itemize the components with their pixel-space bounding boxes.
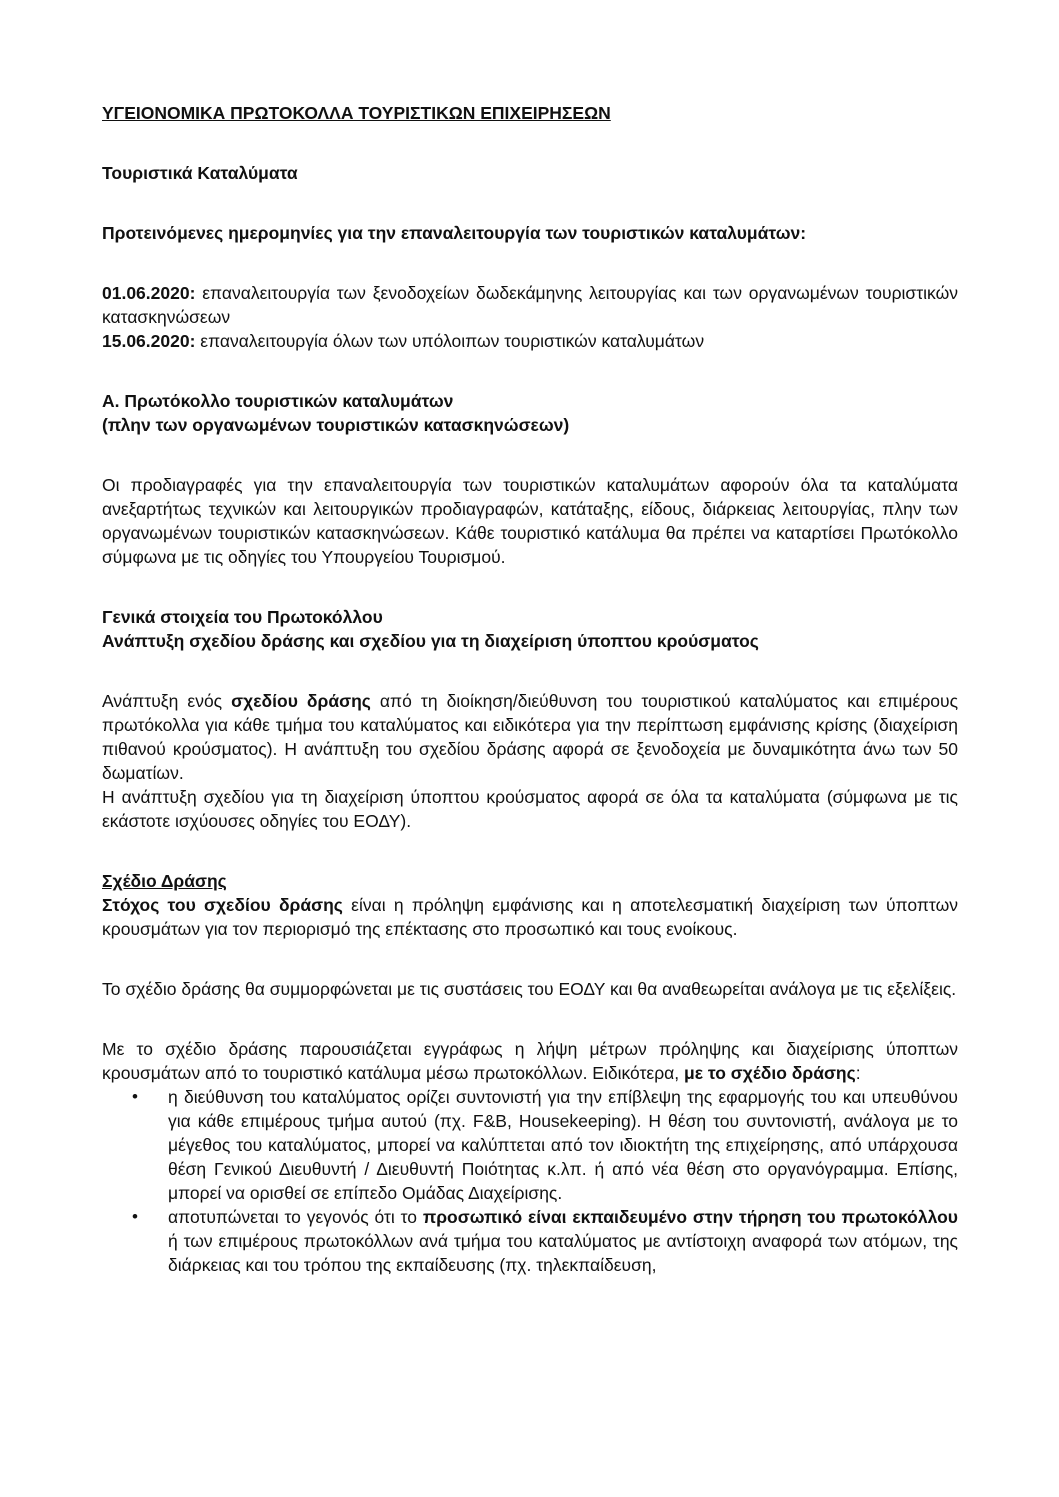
specs-paragraph: Οι προδιαγραφές για την επαναλειτουργία των τουριστικών καταλυμάτων αφορούν όλα τα καταλύματα ανεξαρτήτως τεχνικών και λειτουργικών προδιαγραφών, κατάταξης, είδους, διάρκειας λειτουργίας, πλην των οργανωμένων τουριστικών κατασκηνώσεων. Κάθε τουριστικό κατάλυμα θα πρέπει να καταρτίσει Πρωτόκολλο σύμφωνα με τις οδηγίες του Υπουργείου Τουρισμού.	[102, 475, 958, 567]
dates-heading: Προτεινόμενες ημερομηνίες για την επαναλειτουργία των τουριστικών καταλυμάτων:	[102, 223, 807, 243]
date-entry-1-text: επαναλειτουργία των ξενοδοχείων δωδεκάμηνης λειτουργίας και των οργανωμένων τουριστικών κατασκηνώσεων	[102, 283, 958, 327]
date-entry-2-text: επαναλειτουργία όλων των υπόλοιπων τουριστικών καταλυμάτων	[195, 331, 705, 351]
document-subtitle: Τουριστικά Καταλύματα	[102, 163, 298, 183]
section-a-subheading: (πλην των οργανωμένων τουριστικών κατασκηνώσεων)	[102, 415, 570, 435]
date-entry-2-label: 15.06.2020:	[102, 331, 196, 351]
goal-paragraph-rest: είναι η πρόληψη εμφάνισης και η αποτελεσματική διαχείριση των ύποπτων κρουσμάτων για τον περιορισμό της επέκτασης στο προσωπικό και τους ενοίκους.	[102, 895, 958, 939]
goal-paragraph	[102, 893, 958, 941]
action-plan-heading: Σχέδιο Δράσης	[102, 871, 227, 891]
measures-paragraph	[102, 1037, 958, 1085]
compliance-paragraph: Το σχέδιο δράσης θα συμμορφώνεται με τις συστάσεις του ΕΟΔΥ και θα αναθεωρείται ανάλογα με τις εξελίξεις.	[102, 979, 957, 999]
date-entry-2	[102, 329, 958, 353]
bullet-icon: •	[132, 1207, 138, 1226]
document-page	[102, 101, 958, 1277]
list-item	[102, 1205, 958, 1277]
document-title: ΥΓΕΙΟΝΟΜΙΚΑ ΠΡΩΤΟΚΟΛΛΑ ΤΟΥΡΙΣΤΙΚΩΝ ΕΠΙΧΕΙΡΗΣΕΩΝ	[102, 103, 611, 123]
suspect-case-paragraph: Η ανάπτυξη σχεδίου για τη διαχείριση ύποπτου κρούσματος αφορά σε όλα τα καταλύματα (σύμφωνα με τις εκάστοτε ισχύουσες οδηγίες του ΕΟΔΥ).	[102, 787, 958, 831]
plan-development-heading: Ανάπτυξη σχεδίου δράσης και σχεδίου για τη διαχείριση ύποπτου κρούσματος	[102, 631, 759, 651]
measures-paragraph-bold: με το σχέδιο δράσης	[684, 1063, 856, 1083]
list-item	[102, 1085, 958, 1205]
date-entry-1-label: 01.06.2020:	[102, 283, 196, 303]
measures-paragraph-end: :	[855, 1063, 861, 1083]
goal-paragraph-bold: Στόχος του σχεδίου δράσης	[102, 895, 343, 915]
development-paragraph-start: Ανάπτυξη ενός	[102, 691, 232, 711]
measures-paragraph-start: Με το σχέδιο δράσης παρουσιάζεται εγγράφως η λήψη μέτρων πρόληψης και διαχείρισης ύποπτων κρουσμάτων από το τουριστικό κατάλυμα μέσω πρωτοκόλλων. Ειδικότερα,	[102, 1039, 958, 1083]
measures-list	[102, 1085, 958, 1277]
development-paragraph	[102, 689, 958, 785]
list-item-text: η διεύθυνση του καταλύματος ορίζει συντονιστή για την επίβλεψη της εφαρμογής του και υπευθύνου για κάθε επιμέρους τμήμα αυτού (πχ. F&B, Housekeeping). Η θέση του συντονιστή, ανάλογα με το μέγεθος του καταλύματος, μπορεί να καλύπτεται από τον ιδιοκτήτη της επιχείρησης, από υπάρχουσα θέση Γενικού Διευθυντή / Διευθυντή Ποιότητας κ.λπ. ή από νέα θέση στο οργανόγραμμα. Επίσης, μπορεί να ορισθεί σε επίπεδο Ομάδας Διαχείρισης.	[168, 1087, 958, 1203]
bullet-icon: •	[132, 1087, 138, 1106]
general-heading: Γενικά στοιχεία του Πρωτοκόλλου	[102, 607, 383, 627]
list-item-text-end: ή των επιμέρους πρωτοκόλλων ανά τμήμα του καταλύματος με αντίστοιχη αναφορά των ατόμων, της διάρκειας και του τρόπου της εκπαίδευσης (πχ. τηλεκπαίδευση,	[168, 1231, 958, 1275]
list-item-text-start: αποτυπώνεται το γεγονός ότι το	[168, 1207, 423, 1227]
section-a-heading: Α. Πρωτόκολλο τουριστικών καταλυμάτων	[102, 391, 454, 411]
development-paragraph-end: από τη διοίκηση/διεύθυνση του τουριστικού καταλύματος και επιμέρους πρωτόκολλα για κάθε τμήμα του καταλύματος και ειδικότερα για την περίπτωση εμφάνισης κρίσης (διαχείριση πιθανού κρούσματος). Η ανάπτυξη του σχεδίου δράσης αφορά σε ξενοδοχεία με δυναμικότητα άνω των 50 δωματίων.	[102, 691, 959, 783]
date-entry-1	[102, 281, 958, 329]
list-item-text-bold: προσωπικό είναι εκπαιδευμένο στην τήρηση του πρωτοκόλλου	[422, 1207, 958, 1227]
development-paragraph-bold: σχεδίου δράσης	[231, 691, 371, 711]
